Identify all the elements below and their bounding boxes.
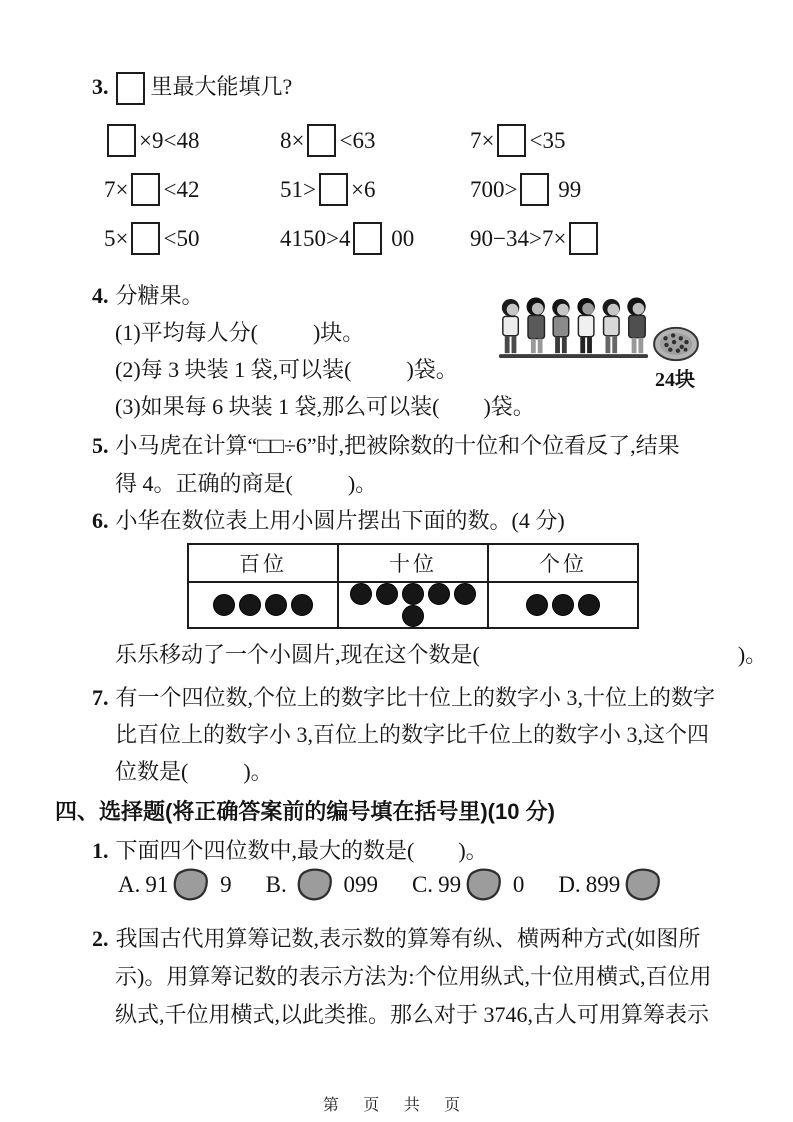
six-children-drawing — [497, 296, 652, 360]
q3-expression: ×9<48 — [104, 124, 242, 157]
q3-expression: 700> 99 — [470, 173, 714, 206]
stone-cover-icon — [295, 868, 335, 902]
question-3-number: 3. — [92, 74, 109, 99]
choice-A: A. 91 9 — [118, 868, 232, 902]
candy-plate-icon — [651, 324, 701, 364]
page-footer: 第 页 共 页 — [322, 1097, 471, 1114]
q3-expression: 8× <63 — [280, 124, 432, 157]
section4-q2-line-2: 示)。用算筹记数的表示方法为:个位用纵式,十位用横式,百位用 — [115, 964, 712, 989]
question-3-prompt-text: 里最大能填几? — [150, 74, 293, 99]
choice-B: B. 099 — [266, 868, 378, 902]
table-header-tens: 十位 — [338, 544, 488, 582]
choice-C: C. 99 0 — [412, 868, 524, 902]
section4-q2-number: 2. — [92, 926, 109, 951]
q3-expression: 7× <42 — [104, 173, 242, 206]
q3-expression: 4150>4 00 — [280, 222, 432, 255]
counter-dot — [239, 594, 261, 616]
section4-q2-line-1: 2. 我国古代用算筹记数,表示数的算筹有纵、横两种方式(如图所 — [92, 924, 700, 954]
fill-box — [353, 222, 382, 255]
fill-box — [307, 124, 336, 157]
q3-expression: 51> ×6 — [280, 173, 432, 206]
counter-dot — [350, 583, 372, 605]
counter-dot — [291, 594, 313, 616]
question-6-prompt: 6. 小华在数位表上用小圆片摆出下面的数。(4 分) — [92, 506, 565, 536]
counter-dot — [402, 605, 424, 627]
question-5-number: 5. — [92, 433, 109, 458]
counter-dot — [402, 583, 424, 605]
fill-box — [107, 124, 136, 157]
question-4-number: 4. — [92, 283, 109, 308]
question-7-line-2: 比百位上的数字小 3,百位上的数字比千位上的数字小 3,这个四 — [115, 722, 710, 747]
stone-cover-icon — [171, 868, 211, 902]
question-6-number: 6. — [92, 508, 109, 533]
candy-count-label: 24块 — [655, 369, 695, 391]
place-value-table — [187, 543, 639, 629]
fill-box — [569, 222, 598, 255]
question-7-line-1: 7. 有一个四位数,个位上的数字比十位上的数字小 3,十位上的数字 — [92, 683, 715, 713]
hundreds-dots-cell — [188, 582, 338, 628]
table-header-hundreds: 百位 — [188, 544, 338, 582]
fill-box — [131, 222, 160, 255]
children-illustration — [497, 296, 652, 365]
counter-dot — [428, 583, 450, 605]
q3-expression: 5× <50 — [104, 222, 242, 255]
fill-box — [520, 173, 549, 206]
question-7-line-3: 位数是( )。 — [115, 759, 273, 784]
section-4-title: 四、选择题(将正确答案前的编号填在括号里)(10 分) — [55, 799, 555, 824]
q3-expression: 7× <35 — [470, 124, 714, 157]
counter-dot — [552, 594, 574, 616]
question-5-line-1: 5. 小马虎在计算“□□÷6”时,把被除数的十位和个位看反了,结果 — [92, 431, 680, 461]
counter-dot — [213, 594, 235, 616]
counter-dot — [265, 594, 287, 616]
stone-cover-icon — [623, 868, 663, 902]
section4-q1-number: 1. — [92, 838, 109, 863]
fill-box — [497, 124, 526, 157]
fill-box — [319, 173, 348, 206]
counter-dot — [376, 583, 398, 605]
q1-choices-row — [118, 868, 666, 902]
question-7-number: 7. — [92, 685, 109, 710]
table-header-ones: 个位 — [488, 544, 638, 582]
question-4-title: 4. 分糖果。 — [92, 281, 204, 311]
counter-dot — [526, 594, 548, 616]
question-4-item-2: (2)每 3 块装 1 袋,可以装( )袋。 — [115, 357, 458, 382]
question-5-line-2: 得 4。正确的商是( )。 — [115, 471, 378, 496]
question-3-expression-grid — [104, 116, 714, 263]
counter-dot — [578, 594, 600, 616]
tens-dots-cell — [338, 582, 488, 628]
fill-box — [116, 72, 145, 105]
fill-box — [131, 173, 160, 206]
question-3-prompt — [92, 72, 292, 105]
section4-q2-line-3: 纵式,千位用横式,以此类推。那么对于 3746,古人可用算筹表示 — [115, 1002, 710, 1027]
question-6-followup: 乐乐移动了一个小圆片,现在这个数是( )。 — [115, 642, 768, 667]
stone-cover-icon — [464, 868, 504, 902]
section4-q1-prompt: 1. 下面四个四位数中,最大的数是( )。 — [92, 836, 488, 866]
q3-expression: 90−34>7× — [470, 222, 714, 255]
question-4-item-1: (1)平均每人分( )块。 — [115, 320, 365, 345]
counter-dot — [454, 583, 476, 605]
ones-dots-cell — [488, 582, 638, 628]
question-4-item-3: (3)如果每 6 块装 1 袋,那么可以装( )袋。 — [115, 394, 535, 419]
choice-D: D. 899 — [558, 868, 666, 902]
